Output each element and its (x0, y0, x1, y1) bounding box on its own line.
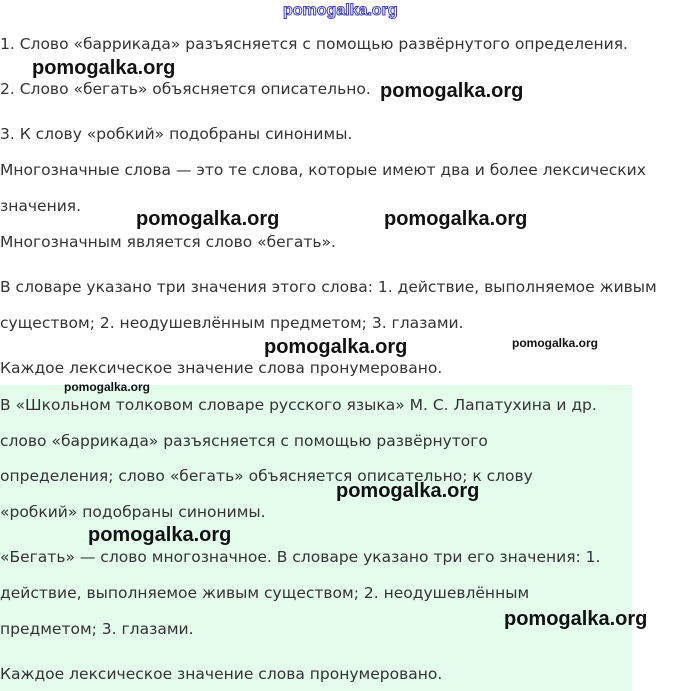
text-line-3: 3. К слову «робкий» подобраны синонимы. (0, 125, 353, 143)
text-line-8: существом; 2. неодушевлённым предметом; 3. глазами. (0, 314, 464, 332)
watermark: pomogalka.org (88, 524, 232, 546)
watermark: pomogalka.org (380, 80, 524, 102)
watermark: pomogalka.org (64, 380, 151, 394)
answer-line-3: определения; слово «бегать» объясняется описательно; к слову (0, 467, 533, 485)
answer-line-4: «робкий» подобраны синонимы. (0, 503, 266, 521)
watermark: pomogalka.org (336, 480, 480, 502)
text-line-1: 1. Слово «баррикада» разъясняется с помощью развёрнутого определения. (0, 35, 628, 53)
watermark: pomogalka.org (32, 57, 176, 79)
watermark: pomogalka.org (384, 208, 528, 230)
text-line-6: Многозначным является слово «бегать». (0, 233, 336, 251)
text-line-2: 2. Слово «бегать» объясняется описательно. (0, 80, 371, 98)
watermark: pomogalka.org (136, 208, 280, 230)
answer-line-6: действие, выполняемое живым существом; 2. неодушевлённым (0, 584, 530, 602)
header-watermark: pomogalka.org (283, 2, 398, 19)
text-line-7: В словаре указано три значения этого слова: 1. действие, выполняемое живым (0, 278, 657, 296)
watermark: pomogalka.org (504, 608, 648, 630)
watermark: pomogalka.org (512, 336, 599, 350)
answer-line-7: предметом; 3. глазами. (0, 620, 194, 638)
text-line-9: Каждое лексическое значение слова пронумеровано. (0, 359, 443, 377)
watermark: pomogalka.org (264, 336, 408, 358)
answer-line-1: В «Школьном толковом словаре русского языка» М. С. Лапатухина и др. (0, 396, 597, 414)
answer-line-2: слово «баррикада» разъясняется с помощью развёрнутого (0, 432, 488, 450)
text-line-5: значения. (0, 197, 82, 215)
answer-line-5: «Бегать» — слово многозначное. В словаре указано три его значения: 1. (0, 548, 601, 566)
text-line-4: Многозначные слова — это те слова, которые имеют два и более лексических (0, 161, 646, 179)
answer-line-8: Каждое лексическое значение слова пронумеровано. (0, 665, 443, 683)
